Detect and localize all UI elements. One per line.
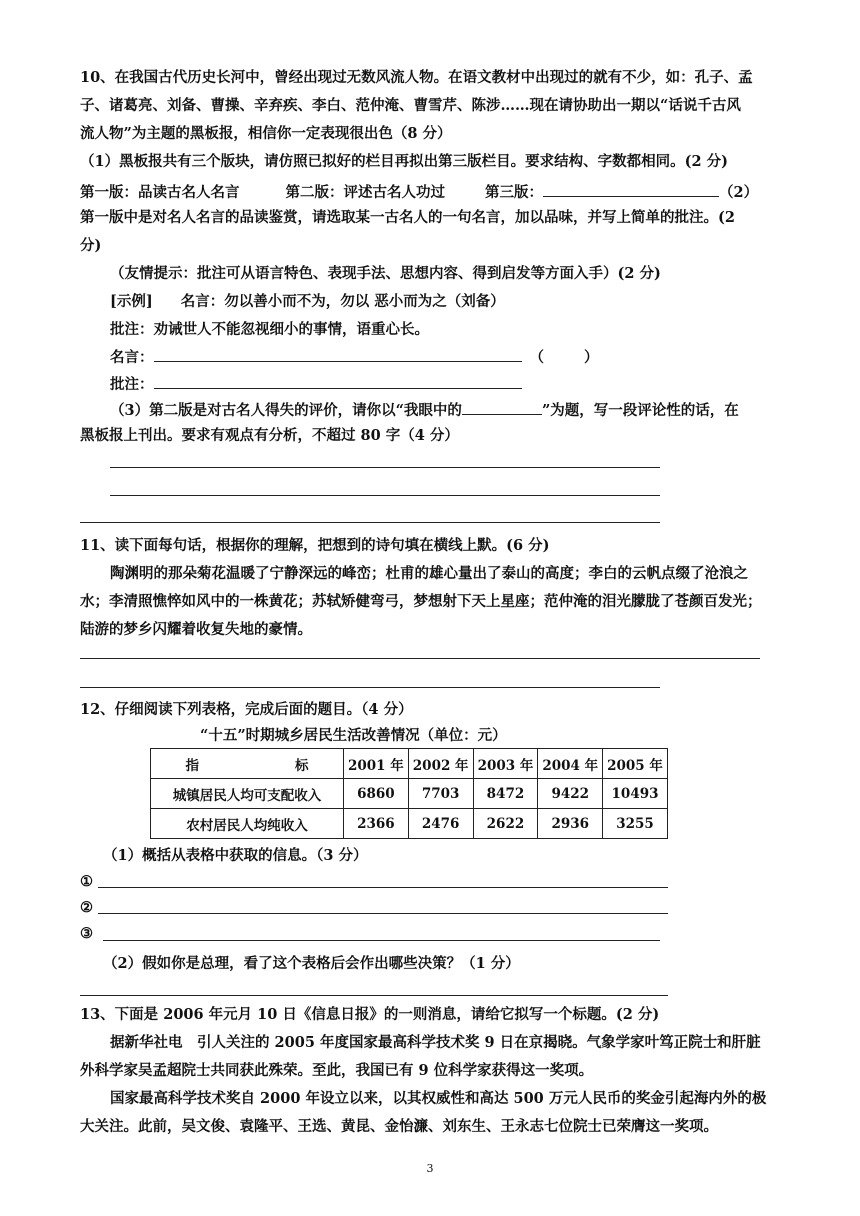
q11-para-line-2: 水；李清照憔悴如风中的一株黄花；苏轼矫健弯弓，梦想射下天上星座；范仲淹的泪光朦胧了苍颜百发光； bbox=[80, 593, 762, 610]
q13-title: 13、下面是 2006 年元月 10 日《信息日报》的一则消息，请给它拟写一个标题。(2 分) bbox=[80, 1006, 660, 1023]
note-blank[interactable] bbox=[154, 372, 522, 389]
column-one: 第一版：品读古名人名言 bbox=[80, 184, 240, 201]
table-cell: 2622 bbox=[473, 809, 538, 839]
table-row bbox=[151, 779, 668, 809]
q10-hint: （友情提示：批注可从语言特色、表现手法、思想内容、得到启发等方面入手）(2 分) bbox=[110, 265, 661, 282]
q13-p2-line-2: 大关注。此前，吴文俊、袁隆平、王选、黄昆、金怡濂、刘东生、王永志七位院士已荣膺这一奖项。 bbox=[80, 1118, 718, 1135]
note-label: 批注： bbox=[110, 376, 154, 393]
row-label: 农村居民人均纯收入 bbox=[151, 809, 344, 839]
example-quote: 名言：勿以善小而不为，勿以 恶小而为之（刘备） bbox=[180, 293, 505, 310]
q11-para-line-1: 陶渊明的那朵菊花温暖了宁静深远的峰峦；杜甫的雄心量出了泰山的高度；李白的云帆点缀了沧浪之 bbox=[110, 565, 748, 582]
year-header: 2003 年 bbox=[473, 749, 538, 779]
column-three-tail: （2） bbox=[719, 184, 759, 201]
year-header: 2004 年 bbox=[538, 749, 603, 779]
q10-sub3-line-1: （3）第二版是对古名人得失的评价，请你以“我眼中的 ”为题，写一段评论性的话，在 bbox=[110, 398, 739, 421]
q13-p1-line-1: 据新华社电 引人关注的 2005 年度国家最高科学技术奖 9 日在京揭晓。气象学家叶笃正院士和肝脏 bbox=[110, 1034, 761, 1051]
q10-line-3: 流人物”为主题的黑板报，相信你一定表现很出色（8 分） bbox=[80, 125, 452, 142]
q10-quote-row bbox=[110, 345, 599, 368]
q10-example-note: 批注：劝诫世人不能忽视细小的事情，语重心长。 bbox=[110, 321, 429, 338]
answer-line[interactable] bbox=[80, 658, 760, 659]
q10-sub3-line-2: 黑板报上刊出。要求有观点有分析，不超过 80 字（4 分） bbox=[80, 427, 459, 444]
q10-column-row bbox=[80, 180, 758, 203]
column-three-blank[interactable] bbox=[543, 180, 719, 197]
q10-sub1: （1）黑板报共有三个版块，请仿照已拟好的栏目再拟出第三版栏目。要求结构、字数都相同。(2 分) bbox=[80, 153, 728, 170]
answer-line[interactable] bbox=[80, 522, 660, 523]
answer-line[interactable] bbox=[110, 467, 660, 468]
table-cell: 3255 bbox=[603, 809, 668, 839]
year-header: 2002 年 bbox=[408, 749, 473, 779]
table-header-row bbox=[151, 749, 668, 779]
answer-line[interactable] bbox=[110, 495, 660, 496]
answer-mark-1: ① bbox=[80, 873, 93, 890]
table-cell: 10493 bbox=[603, 779, 668, 809]
table-caption: “十五”时期城乡居民生活改善情况（单位：元） bbox=[200, 727, 507, 744]
q10-example bbox=[110, 292, 505, 312]
quote-blank[interactable] bbox=[154, 345, 522, 362]
year-header: 2001 年 bbox=[344, 749, 409, 779]
answer-line[interactable] bbox=[80, 995, 668, 996]
table-cell: 2476 bbox=[408, 809, 473, 839]
answer-mark-3: ③ bbox=[80, 925, 93, 942]
q10-line-1: 10、在我国古代历史长河中，曾经出现过无数风流人物。在语文教材中出现过的就有不少，如：孔子、孟 bbox=[80, 69, 753, 86]
answer-line[interactable] bbox=[98, 913, 668, 914]
column-three-label: 第三版： bbox=[485, 184, 543, 201]
table-cell: 7703 bbox=[408, 779, 473, 809]
table-cell: 2366 bbox=[344, 809, 409, 839]
answer-line[interactable] bbox=[103, 940, 660, 941]
q10-line-2: 子、诸葛亮、刘备、曹操、辛弃疾、李白、范仲淹、曹雪芹、陈涉……现在请协助出一期以“话说千古风 bbox=[80, 97, 741, 114]
q10-sub2-line-2: 分) bbox=[80, 237, 102, 254]
q12-sub1: （1）概括从表格中获取的信息。（3 分） bbox=[103, 847, 368, 864]
answer-line[interactable] bbox=[98, 887, 668, 888]
q10-note-row bbox=[110, 372, 522, 395]
answer-line[interactable] bbox=[80, 687, 660, 688]
table-cell: 2936 bbox=[538, 809, 603, 839]
quote-paren-close: ） bbox=[584, 349, 599, 366]
q10-sub2-line-1: 第一版中是对名人名言的品读鉴赏，请选取某一古名人的一句名言，加以品味，并写上简单的批注。(2 bbox=[80, 209, 735, 226]
example-tag: [示例] bbox=[110, 293, 153, 310]
quote-label: 名言： bbox=[110, 349, 154, 366]
table-cell: 9422 bbox=[538, 779, 603, 809]
column-two: 第二版：评述古名人功过 bbox=[285, 184, 445, 201]
q12-title: 12、仔细阅读下列表格，完成后面的题目。（4 分） bbox=[80, 701, 413, 718]
quote-paren-open: （ bbox=[529, 349, 544, 366]
q11-title: 11、读下面每句话，根据你的理解，把想到的诗句填在横线上默。(6 分) bbox=[80, 537, 550, 554]
q13-p1-line-2: 外科学家吴孟超院士共同获此殊荣。至此，我国已有 9 位科学家获得这一奖项。 bbox=[80, 1062, 594, 1079]
table-row bbox=[151, 809, 668, 839]
row-label: 城镇居民人均可支配收入 bbox=[151, 779, 344, 809]
income-table bbox=[150, 748, 668, 839]
q11-para-line-3: 陆游的梦乡闪耀着收复失地的豪情。 bbox=[80, 621, 312, 638]
table-cell: 6860 bbox=[344, 779, 409, 809]
page-number: 3 bbox=[426, 1162, 434, 1175]
q13-p2-line-1: 国家最高科学技术奖自 2000 年设立以来，以其权威性和高达 500 万元人民币的奖金引起海内外的极 bbox=[110, 1090, 767, 1107]
header-indicator-cell: 指 标 bbox=[151, 749, 344, 779]
table-cell: 8472 bbox=[473, 779, 538, 809]
year-header: 2005 年 bbox=[603, 749, 668, 779]
q12-sub2: （2）假如你是总理，看了这个表格后会作出哪些决策？（1 分） bbox=[103, 955, 520, 972]
answer-mark-2: ② bbox=[80, 899, 93, 916]
sub3-title-blank[interactable] bbox=[462, 398, 542, 415]
